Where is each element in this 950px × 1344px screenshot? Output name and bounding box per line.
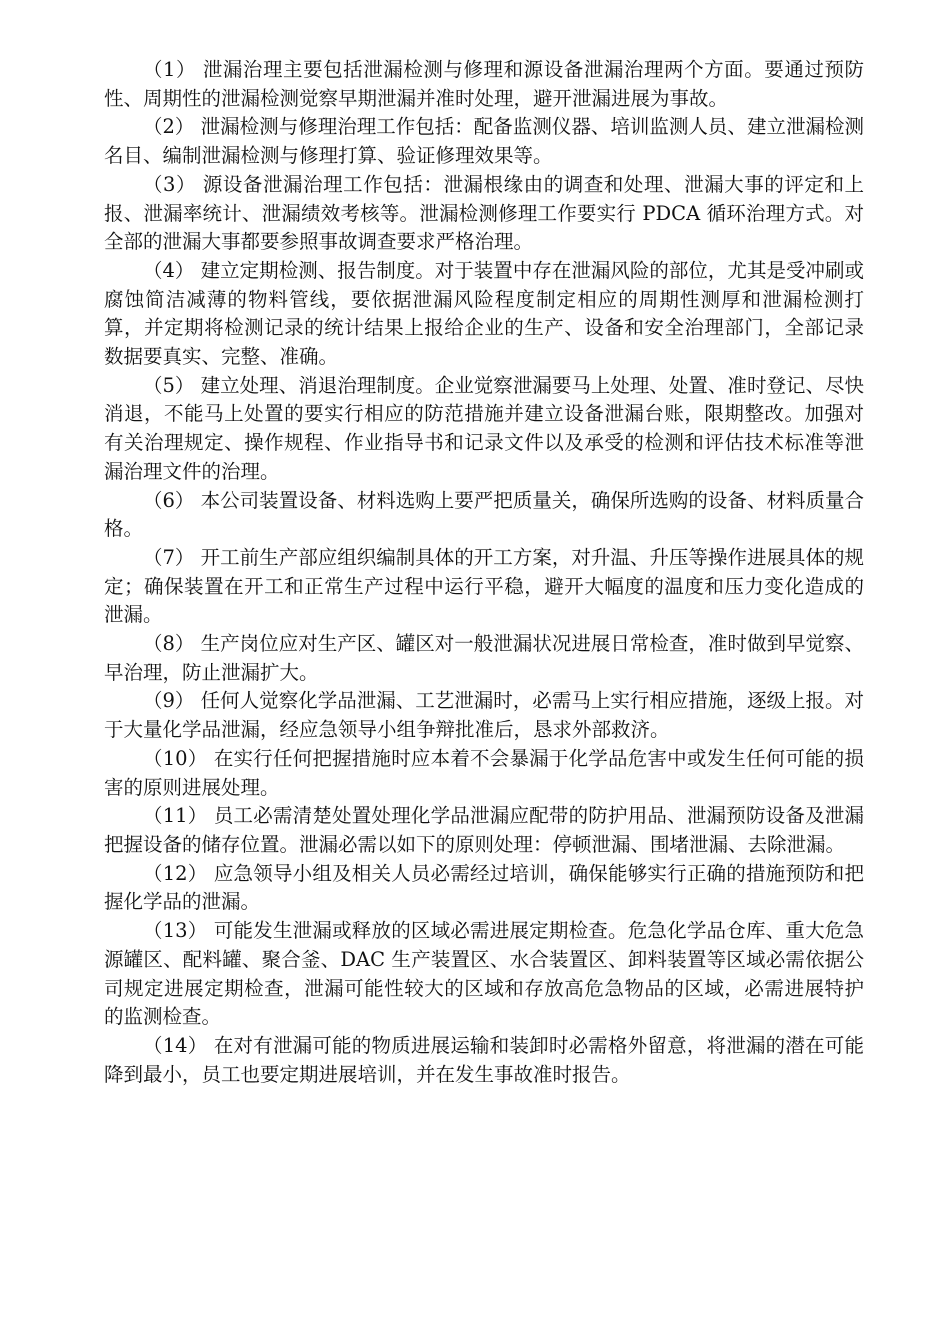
paragraph-8: （8） 生产岗位应对生产区、罐区对一般泄漏状况进展日常检查，准时做到早觉察、早治理，防止泄漏扩大。 bbox=[104, 632, 864, 684]
paragraph-10: （10） 在实行任何把握措施时应本着不会暴漏于化学品危害中或发生任何可能的损害的原则进展处理。 bbox=[104, 746, 864, 799]
paragraph-3: （3） 源设备泄漏治理工作包括：泄漏根缘由的调查和处理、泄漏大事的评定和上报、泄漏率统计、泄漏绩效考核等。泄漏检测修理工作要实行 PDCA 循环治理方式。对全部的泄漏大事都要参照事故调查要求严格治理。 bbox=[104, 172, 864, 254]
paragraph-6: （6） 本公司装置设备、材料选购上要严把质量关，确保所选购的设备、材料质量合格。 bbox=[104, 488, 864, 541]
document-body bbox=[104, 56, 864, 1089]
paragraph-14: （14） 在对有泄漏可能的物质进展运输和装卸时必需格外留意，将泄漏的潜在可能降到最小，员工也要定期进展培训，并在发生事故准时报告。 bbox=[104, 1033, 864, 1086]
paragraph-4: （4） 建立定期检测、报告制度。对于装置中存在泄漏风险的部位，尤其是受冲刷或腐蚀简洁减薄的物料管线，要依据泄漏风险程度制定相应的周期性测厚和泄漏检测打算，并定期将检测记录的统计结果上报给企业的生产、设备和安全治理部门，全部记录数据要真实、完整、准确。 bbox=[104, 258, 864, 369]
paragraph-12: （12） 应急领导小组及相关人员必需经过培训，确保能够实行正确的措施预防和把握化学品的泄漏。 bbox=[104, 861, 864, 914]
paragraph-7: （7） 开工前生产部应组织编制具体的开工方案，对升温、升压等操作进展具体的规定；确保装置在开工和正常生产过程中运行平稳，避开大幅度的温度和压力变化造成的泄漏。 bbox=[104, 545, 864, 627]
paragraph-9: （9） 任何人觉察化学品泄漏、工艺泄漏时，必需马上实行相应措施，逐级上报。对于大量化学品泄漏，经应急领导小组争辩批准后，恳求外部救济。 bbox=[104, 689, 864, 742]
paragraph-5: （5） 建立处理、消退治理制度。企业觉察泄漏要马上处理、处置、准时登记、尽快消退，不能马上处置的要实行相应的防范措施并建立设备泄漏台账，限期整改。加强对有关治理规定、操作规程、作业指导书和记录文件以及承受的检测和评估技术标准等泄漏治理文件的治理。 bbox=[104, 373, 864, 483]
paragraph-11: （11） 员工必需清楚处置处理化学品泄漏应配带的防护用品、泄漏预防设备及泄漏把握设备的储存位置。泄漏必需以如下的原则处理：停顿泄漏、围堵泄漏、去除泄漏。 bbox=[104, 804, 864, 856]
paragraph-1: （1） 泄漏治理主要包括泄漏检测与修理和源设备泄漏治理两个方面。要通过预防性、周期性的泄漏检测觉察早期泄漏并准时处理，避开泄漏进展为事故。 bbox=[104, 58, 864, 110]
paragraph-13: （13） 可能发生泄漏或释放的区域必需进展定期检查。危急化学品仓库、重大危急源罐区、配料罐、聚合釜、DAC 生产装置区、水合装置区、卸料装置等区域必需依据公司规定进展定期检查，泄漏可能性较大的区域和存放高危急物品的区域，必需进展特护的监测检查。 bbox=[104, 919, 864, 1029]
paragraph-2: （2） 泄漏检测与修理治理工作包括：配备监测仪器、培训监测人员、建立泄漏检测名目、编制泄漏检测与修理打算、验证修理效果等。 bbox=[104, 115, 864, 168]
